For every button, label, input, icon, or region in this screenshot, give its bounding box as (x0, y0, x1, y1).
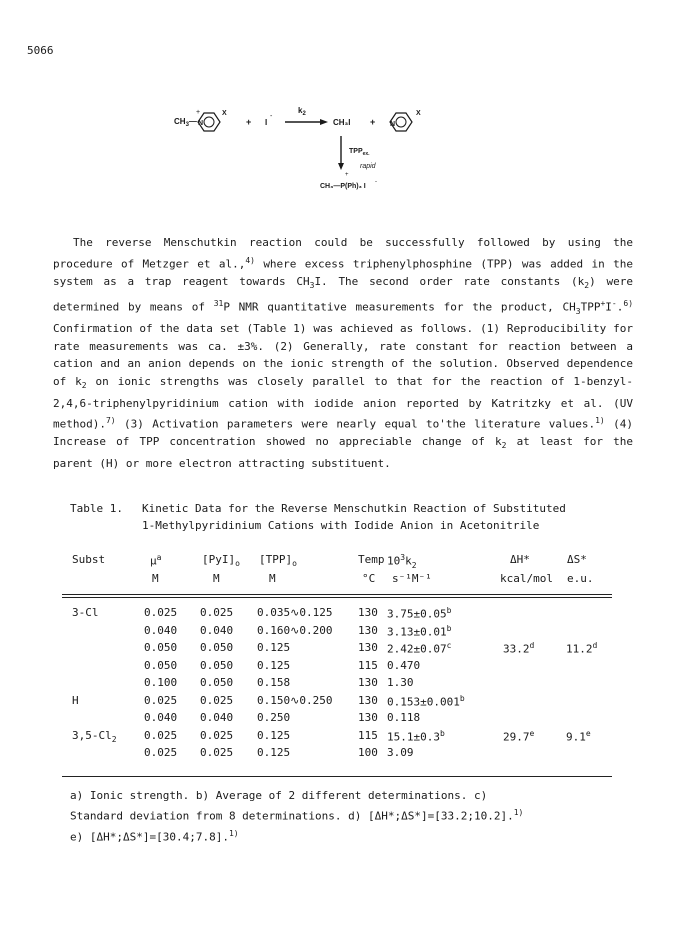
page-number: 5066 (27, 44, 54, 57)
table-cell-temp: 130 (358, 676, 378, 689)
table-cell-pyi: 0.040 (200, 711, 234, 724)
table-row (62, 729, 612, 747)
table-row (62, 659, 612, 677)
footnote-marker: e (585, 728, 591, 738)
table-cell-tpp: 0.125 (257, 658, 291, 672)
table-cell-tpp: 0.158 (257, 676, 291, 689)
svg-text:-: - (270, 113, 273, 120)
svg-text:X: X (416, 110, 421, 117)
table-cell-tpp: 0.035∿0.125 (257, 606, 333, 619)
table-cell-k: 0.118 (387, 711, 421, 724)
table-cell-k: 3.13±0.01$^b$ (387, 623, 452, 639)
header-ds: ΔS* (567, 553, 587, 566)
header-subst: Subst (72, 553, 106, 566)
table-row (62, 711, 612, 729)
footnote-line-1: a) Ionic strength. b) Average of 2 different determinations. c) (70, 789, 488, 802)
header-tpp-unit: M (269, 572, 276, 585)
table-cell-dh: 29.7e (503, 728, 535, 744)
table-cell-pyi: 0.025 (200, 606, 234, 619)
svg-text:CH3—: $CH_3—$ (174, 117, 197, 128)
footnote-marker: b (446, 623, 452, 633)
table-cell-temp: 115 (358, 728, 378, 742)
table-cell-mu: 0.050 (144, 658, 178, 672)
header-pyi: $[PyI]_o$ (202, 553, 240, 569)
table-label: Table 1. (70, 502, 123, 515)
table-cell-subst: $3,5-Cl_2$ (72, 728, 117, 744)
table-row (62, 694, 612, 712)
phosphonium-product: CH₃—P(Ph)₃ I (320, 183, 366, 190)
table-cell-temp: 130 (358, 606, 378, 619)
table-cell-temp: 130 (358, 641, 378, 654)
footnote-line-3: e) [ΔH*;ΔS*]=[30.4;7.8].$^{1)}$ (70, 828, 239, 844)
table-cell-k: 0.470 (387, 658, 421, 672)
line: The reverse Menschutkin reaction could be successfully followed by using the (73, 236, 633, 249)
plus-2: + (370, 117, 376, 127)
header-dh: ΔH* (510, 553, 530, 566)
citation: 6) (623, 298, 634, 308)
table-cell-temp: 115 (358, 658, 378, 672)
table-cell-k: 15.1±0.3$^b$ (387, 728, 445, 744)
svg-text:X: X (222, 110, 227, 117)
plus-1: + (246, 117, 252, 127)
footnote-marker: d (592, 641, 598, 650)
table-cell-pyi: 0.025 (200, 728, 234, 742)
footnote-marker: d (529, 641, 535, 650)
table-cell-ds: 9.1e (566, 728, 591, 744)
table-cell-mu: 0.050 (144, 641, 178, 654)
table-cell-pyi: 0.040 (200, 623, 234, 637)
table-row (62, 746, 612, 764)
trap-reagent: TPP (349, 148, 363, 155)
table-cell-temp: 130 (358, 693, 378, 707)
header-mu: $\mu^a$ (150, 553, 162, 568)
table-cell-k: 3.75±0.05$^b$ (387, 606, 452, 621)
table-cell-mu: 0.040 (144, 711, 178, 724)
table-cell-dh: 33.2$^d$ (503, 641, 535, 656)
footnote-line-2: Standard deviation from 8 determinations. d) [ΔH*;ΔS*]=[33.2;10.2].$^{1)}$ (70, 808, 524, 823)
table-cell-tpp: 0.125 (257, 728, 291, 742)
header-temp-unit: °C (362, 572, 376, 585)
header-k: $10^3k_2$ (387, 553, 417, 570)
table-bottom-rule (62, 776, 612, 777)
header-rule-top (62, 594, 612, 595)
table-footnotes (70, 787, 523, 845)
citation: 7) (105, 416, 116, 426)
footnote-marker: b (459, 693, 465, 703)
table-cell-mu: 0.025 (144, 746, 178, 759)
footnote-marker: e (529, 728, 535, 738)
table-cell-temp: 130 (358, 623, 378, 637)
table-cell-subst: H (72, 693, 79, 707)
reactant-pyridinium (174, 109, 227, 131)
citation: 1) (595, 416, 605, 426)
table-cell-pyi: 0.050 (200, 658, 234, 672)
table-cell-k: 1.30 (387, 676, 414, 689)
table-cell-tpp: 0.125 (257, 641, 291, 654)
table-cell-tpp: 0.150∿0.250 (257, 693, 333, 707)
table-cell-tpp: 0.125 (257, 746, 291, 759)
svg-text:+: + (196, 109, 201, 116)
table-cell-mu: 0.040 (144, 623, 178, 637)
table-header (62, 550, 612, 592)
table-cell-mu: 0.025 (144, 728, 178, 742)
svg-text:TPPex.: $TPP_{ex.}$ (349, 148, 370, 157)
table-cell-pyi: 0.050 (200, 641, 234, 654)
footnote-marker: c (446, 641, 452, 650)
table-cell-temp: 100 (358, 746, 378, 759)
table-caption (70, 500, 566, 534)
product-pyridine (390, 110, 421, 131)
table-cell-mu: 0.100 (144, 676, 178, 689)
svg-text:N: N (198, 120, 204, 127)
svg-text:+: + (345, 172, 349, 178)
table-cell-pyi: 0.025 (200, 746, 234, 759)
table-cell-tpp: 0.250 (257, 711, 291, 724)
reaction-arrow (285, 106, 328, 125)
header-mu-unit: M (152, 572, 159, 585)
table-cell-k: 0.153±0.001$^b$ (387, 693, 465, 709)
table-body (62, 606, 612, 764)
rate-constant-label: k (298, 106, 303, 115)
table-cell-mu: 0.025 (144, 693, 178, 707)
table-cell-temp: 130 (358, 711, 378, 724)
rapid-label: rapid (360, 163, 376, 170)
table-row (62, 606, 612, 624)
header-rule-bottom (62, 597, 612, 598)
iodide: I (265, 118, 268, 127)
table-row (62, 624, 612, 642)
trap-arrow (338, 136, 377, 170)
svg-text:-: - (375, 179, 377, 185)
header-temp: Temp (358, 553, 385, 566)
footnote-marker: b (446, 606, 452, 615)
table-cell-k: 2.42±0.07$^c$ (387, 641, 452, 656)
header-ds-unit: e.u. (567, 572, 594, 585)
header-k-unit: s⁻¹M⁻¹ (392, 572, 432, 585)
table-cell-k: 3.09 (387, 746, 414, 759)
table-cell-ds: 11.2$^d$ (566, 641, 598, 656)
table-cell-subst: 3-Cl (72, 606, 99, 619)
svg-text:k2: $k_2$ (298, 106, 306, 117)
header-pyi-unit: M (213, 572, 220, 585)
header-tpp: $[TPP]_o$ (259, 553, 297, 569)
caption-line-1: Kinetic Data for the Reverse Menschutkin Reaction of Substituted (142, 502, 566, 515)
footnote-marker: b (439, 728, 445, 738)
body-paragraph: The reverse Menschutkin reaction could be successfully followed by using the procedure of Metzger et al.,$^{4)}$ where excess triphenylphosphine (TPP) was added in the system as a trap reagent towards $CH_3I$. The second order rate constants $(k_2)$ were determined by means of $^{31}$P NMR quantitative measurements for the product, $CH_3TPP^+I^-.^{6)}$ Confirmation of the data set (Table 1) was achieved as follows. (1) Reproducibility for rate measurements was ca. ±3%. (2) Generally, rate constant for reaction between a cation and an anion depends on the ionic strength of the solution. Observed dependence of $k_2$ on ionic strengths was closely parallel to that for the reaction of 1-benzyl-2,4,6-triphenylpyridinium cation with iodide anion reported by Katritzky et al. (UV method).$^{7)}$ (3) Activation parameters were nearly equal to'the literature values.$^{1)}$ (4) Increase of TPP concentration showed no appreciable change of $k_2$ at least for the parent (H) or more electron attracting substituent. (53, 236, 634, 471)
table-cell-pyi: 0.025 (200, 693, 234, 707)
table-cell-mu: 0.025 (144, 606, 178, 619)
reaction-scheme (160, 98, 460, 203)
header-dh-unit: kcal/mol (500, 572, 553, 585)
table-row (62, 641, 612, 659)
caption-line-2: 1-Methylpyridinium Cations with Iodide Anion in Acetonitrile (142, 519, 540, 532)
table-row (62, 676, 612, 694)
citation: 4) (245, 255, 255, 265)
methyl-iodide: CH₃I (333, 118, 351, 127)
svg-text:N: N (390, 121, 396, 128)
table-cell-pyi: 0.050 (200, 676, 234, 689)
table-cell-tpp: 0.160∿0.200 (257, 623, 333, 637)
